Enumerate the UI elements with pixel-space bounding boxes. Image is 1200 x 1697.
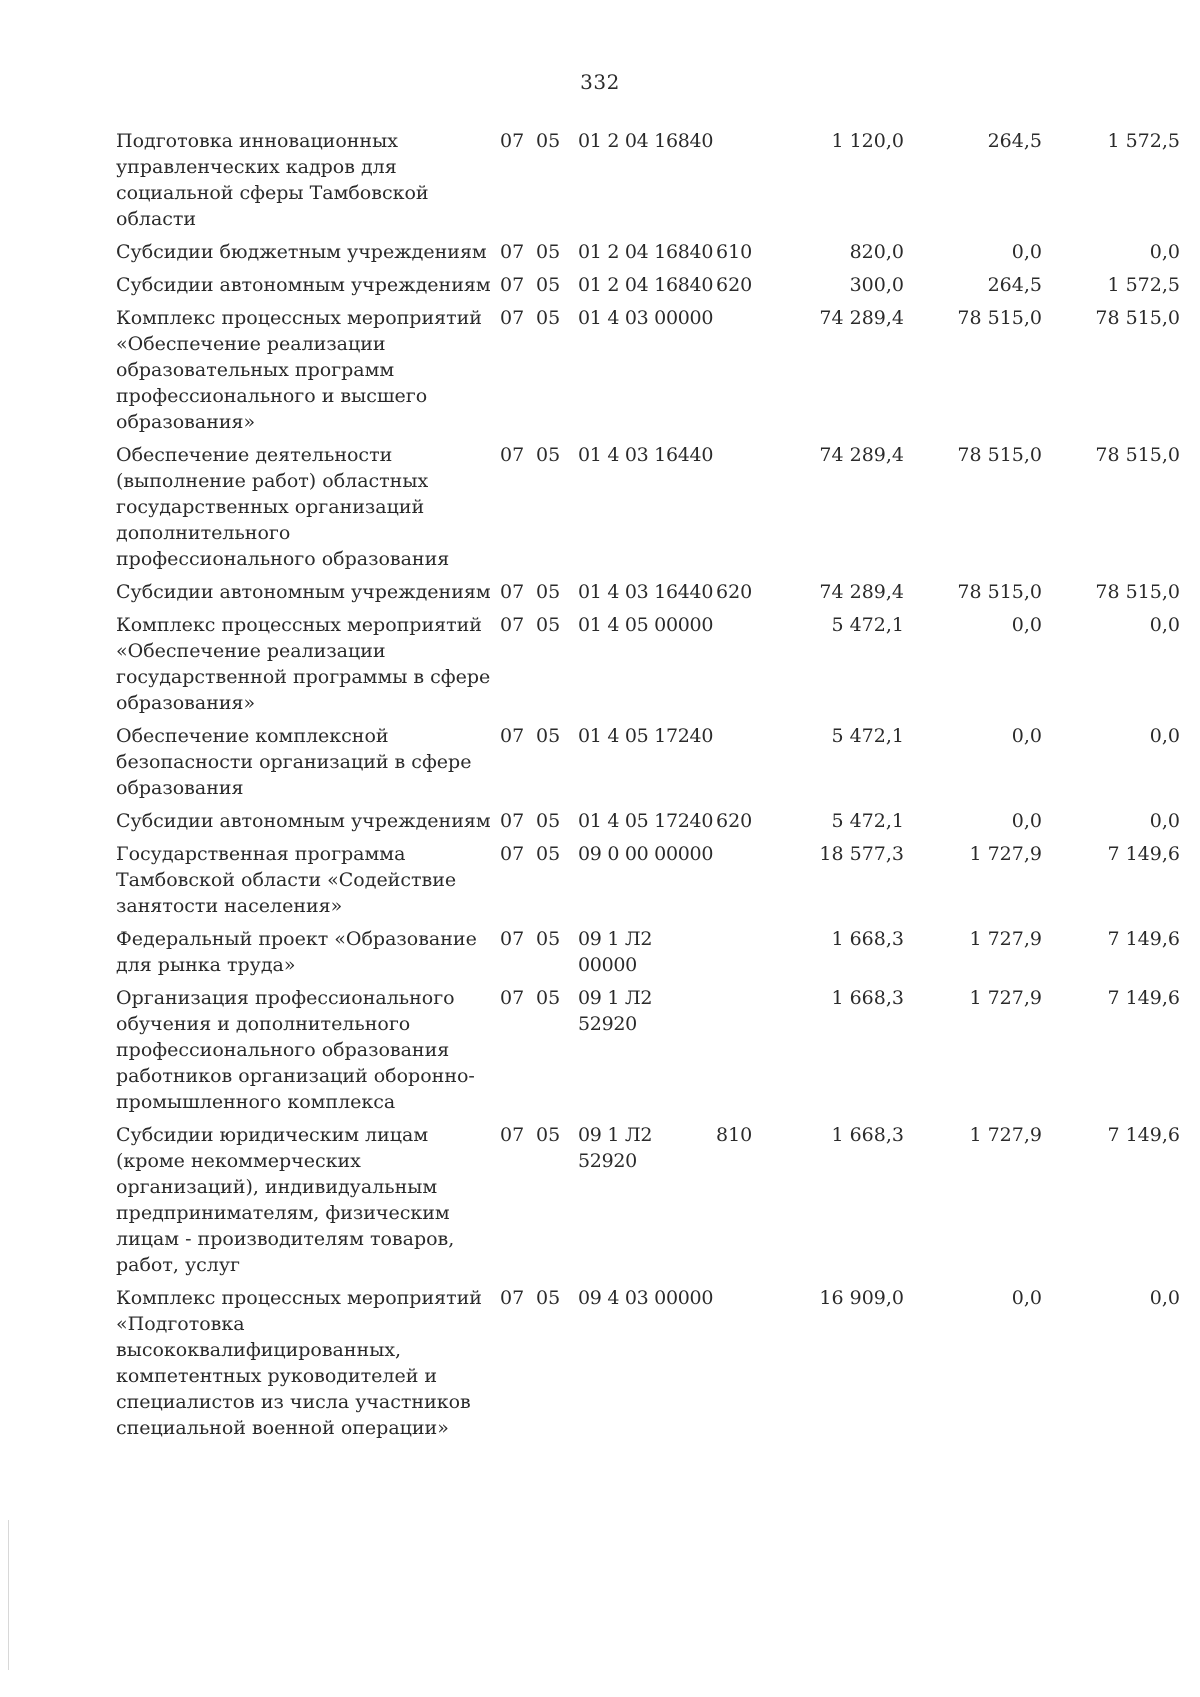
row-subsection-cell: 05 bbox=[536, 1124, 561, 1146]
row-name-cell: Обеспечение деятельности (выполнение работ) областных государственных организаций дополнительного профессионального образования bbox=[116, 444, 450, 570]
row-name-cell: Подготовка инновационных управленческих кадров для социальной сферы Тамбовской области bbox=[116, 130, 429, 230]
row-section-cell: 07 bbox=[500, 1124, 525, 1146]
row-target-article-cell: 09 4 03 00000 bbox=[578, 1287, 714, 1309]
row-section-cell: 07 bbox=[500, 444, 525, 466]
table-row bbox=[116, 808, 1180, 841]
row-amount-year3-cell: 7 149,6 bbox=[1107, 843, 1180, 865]
row-amount-year3-cell: 7 149,6 bbox=[1107, 987, 1180, 1009]
row-name-cell: Государственная программа Тамбовской области «Содействие занятости населения» bbox=[116, 843, 457, 917]
row-subsection-cell: 05 bbox=[536, 581, 561, 603]
row-subsection-cell: 05 bbox=[536, 444, 561, 466]
row-name-cell: Субсидии автономным учреждениям bbox=[116, 274, 491, 296]
table-row bbox=[116, 442, 1180, 579]
row-amount-year1-cell: 18 577,3 bbox=[819, 843, 904, 865]
row-section-cell: 07 bbox=[500, 1287, 525, 1309]
row-name-cell: Субсидии автономным учреждениям bbox=[116, 581, 491, 603]
row-name-cell: Субсидии бюджетным учреждениям bbox=[116, 241, 487, 263]
row-amount-year1-cell: 1 668,3 bbox=[831, 987, 904, 1009]
row-section-cell: 07 bbox=[500, 274, 525, 296]
row-amount-year2-cell: 78 515,0 bbox=[957, 444, 1042, 466]
row-target-article-cell: 01 2 04 16840 bbox=[578, 241, 714, 263]
row-expense-type-cell bbox=[716, 985, 772, 1122]
row-amount-year3-cell: 0,0 bbox=[1149, 1287, 1180, 1309]
table-row bbox=[116, 612, 1180, 723]
table-row bbox=[116, 128, 1180, 239]
row-amount-year2-cell: 264,5 bbox=[987, 274, 1042, 296]
table-row bbox=[116, 723, 1180, 808]
row-amount-year1-cell: 1 668,3 bbox=[831, 1124, 904, 1146]
row-amount-year1-cell: 5 472,1 bbox=[831, 810, 904, 832]
table-row bbox=[116, 272, 1180, 305]
row-name-cell: Федеральный проект «Образование для рынка труда» bbox=[116, 928, 477, 976]
row-section-cell: 07 bbox=[500, 810, 525, 832]
row-section-cell: 07 bbox=[500, 987, 525, 1009]
row-section-cell: 07 bbox=[500, 843, 525, 865]
row-section-cell: 07 bbox=[500, 614, 525, 636]
row-amount-year2-cell: 1 727,9 bbox=[969, 987, 1042, 1009]
row-amount-year3-cell: 78 515,0 bbox=[1095, 581, 1180, 603]
row-section-cell: 07 bbox=[500, 130, 525, 152]
row-subsection-cell: 05 bbox=[536, 1287, 561, 1309]
row-name-cell: Субсидии юридическим лицам (кроме некоммерческих организаций), индивидуальным предпринимателям, физическим лицам - производителям товаров, работ, услуг bbox=[116, 1124, 455, 1276]
row-target-article-cell: 09 1 Л2 52920 bbox=[578, 987, 653, 1035]
row-amount-year3-cell: 0,0 bbox=[1149, 241, 1180, 263]
budget-table bbox=[116, 128, 1180, 1448]
row-amount-year2-cell: 0,0 bbox=[1011, 241, 1042, 263]
row-amount-year1-cell: 16 909,0 bbox=[819, 1287, 904, 1309]
row-amount-year1-cell: 1 668,3 bbox=[831, 928, 904, 950]
row-amount-year3-cell: 0,0 bbox=[1149, 614, 1180, 636]
table-row bbox=[116, 305, 1180, 442]
row-subsection-cell: 05 bbox=[536, 725, 561, 747]
row-expense-type-cell: 610 bbox=[716, 241, 753, 263]
row-amount-year3-cell: 1 572,5 bbox=[1107, 130, 1180, 152]
row-amount-year3-cell: 0,0 bbox=[1149, 725, 1180, 747]
row-section-cell: 07 bbox=[500, 241, 525, 263]
row-subsection-cell: 05 bbox=[536, 810, 561, 832]
row-target-article-cell: 01 4 05 17240 bbox=[578, 810, 714, 832]
row-amount-year2-cell: 0,0 bbox=[1011, 810, 1042, 832]
row-expense-type-cell: 620 bbox=[716, 274, 753, 296]
table-row bbox=[116, 985, 1180, 1122]
row-expense-type-cell bbox=[716, 723, 772, 808]
row-expense-type-cell bbox=[716, 305, 772, 442]
row-section-cell: 07 bbox=[500, 725, 525, 747]
row-target-article-cell: 01 4 05 17240 bbox=[578, 725, 714, 747]
row-expense-type-cell bbox=[716, 1285, 772, 1448]
row-expense-type-cell: 620 bbox=[716, 581, 753, 603]
row-name-cell: Субсидии автономным учреждениям bbox=[116, 810, 491, 832]
table-row bbox=[116, 1122, 1180, 1285]
row-section-cell: 07 bbox=[500, 307, 525, 329]
row-amount-year3-cell: 0,0 bbox=[1149, 810, 1180, 832]
row-target-article-cell: 01 4 05 00000 bbox=[578, 614, 714, 636]
row-target-article-cell: 01 4 03 16440 bbox=[578, 444, 714, 466]
row-name-cell: Комплекс процессных мероприятий «Подготовка высококвалифицированных, компетентных руководителей и специалистов из числа участников специальной военной операции» bbox=[116, 1287, 482, 1439]
page-number: 332 bbox=[580, 70, 620, 94]
row-amount-year1-cell: 74 289,4 bbox=[819, 307, 904, 329]
row-section-cell: 07 bbox=[500, 581, 525, 603]
row-expense-type-cell bbox=[716, 841, 772, 926]
row-target-article-cell: 09 0 00 00000 bbox=[578, 843, 714, 865]
row-expense-type-cell bbox=[716, 442, 772, 579]
row-amount-year2-cell: 0,0 bbox=[1011, 1287, 1042, 1309]
row-subsection-cell: 05 bbox=[536, 307, 561, 329]
row-amount-year2-cell: 1 727,9 bbox=[969, 1124, 1042, 1146]
row-expense-type-cell bbox=[716, 128, 772, 239]
row-subsection-cell: 05 bbox=[536, 130, 561, 152]
row-amount-year2-cell: 0,0 bbox=[1011, 614, 1042, 636]
row-amount-year1-cell: 1 120,0 bbox=[831, 130, 904, 152]
row-name-cell: Комплекс процессных мероприятий «Обеспечение реализации образовательных программ профессионального и высшего образования» bbox=[116, 307, 482, 433]
row-target-article-cell: 01 2 04 16840 bbox=[578, 130, 714, 152]
row-name-cell: Обеспечение комплексной безопасности организаций в сфере образования bbox=[116, 725, 472, 799]
row-target-article-cell: 01 4 03 16440 bbox=[578, 581, 714, 603]
row-target-article-cell: 01 2 04 16840 bbox=[578, 274, 714, 296]
row-amount-year2-cell: 78 515,0 bbox=[957, 581, 1042, 603]
row-amount-year1-cell: 5 472,1 bbox=[831, 725, 904, 747]
row-amount-year2-cell: 1 727,9 bbox=[969, 843, 1042, 865]
table-row bbox=[116, 1285, 1180, 1448]
row-expense-type-cell: 810 bbox=[716, 1124, 753, 1146]
row-amount-year1-cell: 300,0 bbox=[849, 274, 904, 296]
row-amount-year3-cell: 7 149,6 bbox=[1107, 928, 1180, 950]
row-amount-year3-cell: 7 149,6 bbox=[1107, 1124, 1180, 1146]
row-amount-year3-cell: 78 515,0 bbox=[1095, 444, 1180, 466]
row-amount-year1-cell: 74 289,4 bbox=[819, 581, 904, 603]
table-row bbox=[116, 239, 1180, 272]
row-subsection-cell: 05 bbox=[536, 987, 561, 1009]
table-row bbox=[116, 841, 1180, 926]
row-subsection-cell: 05 bbox=[536, 843, 561, 865]
row-amount-year1-cell: 74 289,4 bbox=[819, 444, 904, 466]
row-subsection-cell: 05 bbox=[536, 928, 561, 950]
row-amount-year1-cell: 5 472,1 bbox=[831, 614, 904, 636]
table-row bbox=[116, 579, 1180, 612]
row-section-cell: 07 bbox=[500, 928, 525, 950]
row-amount-year3-cell: 78 515,0 bbox=[1095, 307, 1180, 329]
row-amount-year2-cell: 1 727,9 bbox=[969, 928, 1042, 950]
row-amount-year1-cell: 820,0 bbox=[849, 241, 904, 263]
row-expense-type-cell bbox=[716, 926, 772, 985]
row-expense-type-cell: 620 bbox=[716, 810, 753, 832]
row-target-article-cell: 09 1 Л2 00000 bbox=[578, 928, 653, 976]
row-amount-year3-cell: 1 572,5 bbox=[1107, 274, 1180, 296]
row-name-cell: Организация профессионального обучения и дополнительного профессионального образования работников организаций оборонно-промышленного комплекса bbox=[116, 987, 475, 1113]
row-expense-type-cell bbox=[716, 612, 772, 723]
row-amount-year2-cell: 0,0 bbox=[1011, 725, 1042, 747]
row-subsection-cell: 05 bbox=[536, 274, 561, 296]
row-subsection-cell: 05 bbox=[536, 614, 561, 636]
row-name-cell: Комплекс процессных мероприятий «Обеспечение реализации государственной программы в сфере образования» bbox=[116, 614, 491, 714]
row-target-article-cell: 09 1 Л2 52920 bbox=[578, 1124, 653, 1172]
row-amount-year2-cell: 78 515,0 bbox=[957, 307, 1042, 329]
row-amount-year2-cell: 264,5 bbox=[987, 130, 1042, 152]
table-body bbox=[116, 128, 1180, 1448]
table-row bbox=[116, 926, 1180, 985]
scan-mark-left bbox=[8, 1520, 9, 1670]
row-target-article-cell: 01 4 03 00000 bbox=[578, 307, 714, 329]
row-subsection-cell: 05 bbox=[536, 241, 561, 263]
